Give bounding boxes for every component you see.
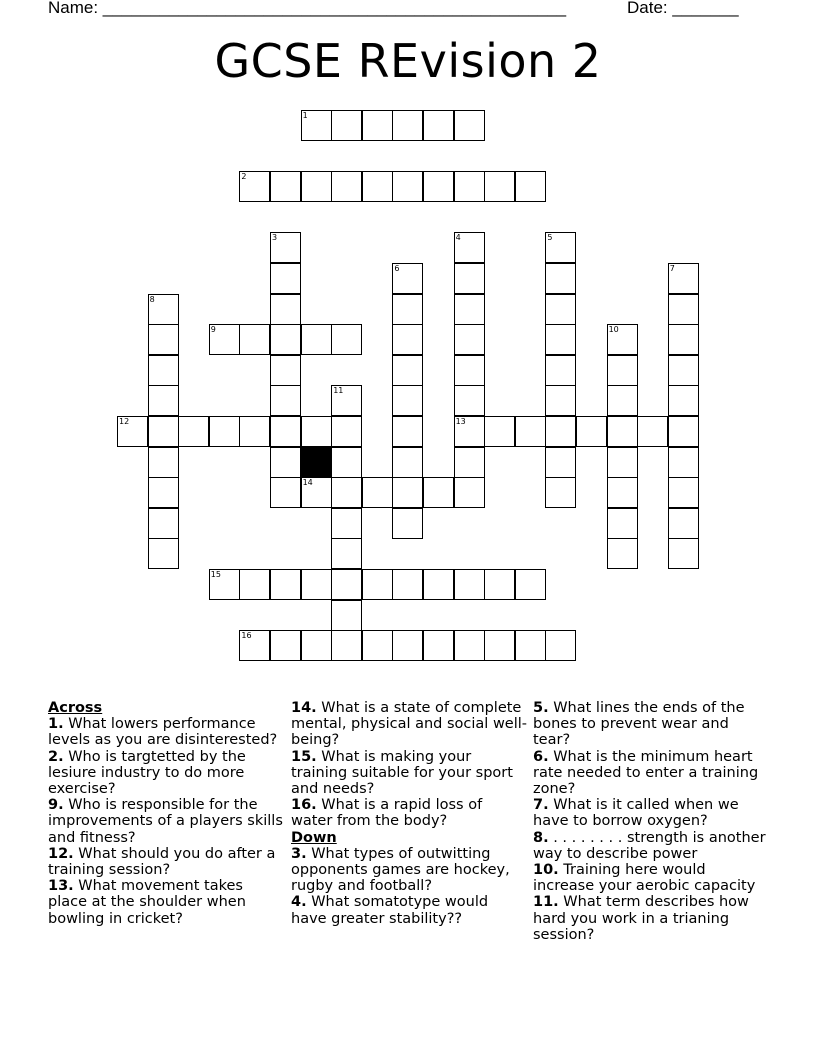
grid-cell[interactable] xyxy=(545,416,576,447)
grid-cell[interactable] xyxy=(545,263,576,294)
grid-cell[interactable] xyxy=(148,447,179,478)
clue-across-12: 12. What should you do after a training session? xyxy=(48,845,276,879)
grid-cell[interactable] xyxy=(392,508,423,539)
grid-cell[interactable] xyxy=(209,569,240,600)
grid-cell[interactable] xyxy=(270,232,301,263)
clue-down-11: 11. What term describes how hard you work in a trianing session? xyxy=(533,894,749,943)
page-title: GCSE REvision 2 xyxy=(214,34,602,88)
grid-cell[interactable] xyxy=(545,385,576,416)
grid-cell[interactable] xyxy=(668,294,699,325)
grid-cell[interactable] xyxy=(454,232,485,263)
grid-cell[interactable] xyxy=(331,569,362,600)
clue-across-1: 1. What lowers performance levels as you are disinterested? xyxy=(48,716,278,749)
clue-down-8: 8. . . . . . . . . strength is another way to describe power xyxy=(533,829,766,862)
clue-across-9: 9. Who is responsible for the improvements of a players skills and fitness? xyxy=(48,797,283,846)
clue-across-2: 2. Who is targtetted by the lesiure industry to do more exercise? xyxy=(48,748,246,798)
grid-cell[interactable] xyxy=(239,630,270,661)
grid-cell[interactable] xyxy=(148,538,179,569)
grid-cell[interactable] xyxy=(270,171,301,202)
grid-cell[interactable] xyxy=(668,385,699,416)
grid-cell[interactable] xyxy=(392,110,423,141)
grid-cell[interactable] xyxy=(607,508,638,539)
clues-column-1 xyxy=(48,700,284,927)
clue-across-15: 15. What is making your training suitable for your sport and needs? xyxy=(291,748,513,798)
grid-cell[interactable] xyxy=(454,477,485,508)
grid-cell[interactable] xyxy=(454,416,485,447)
grid-cell[interactable] xyxy=(331,385,362,416)
grid-cell[interactable] xyxy=(454,263,485,294)
grid-cell[interactable] xyxy=(515,569,546,600)
grid-cell[interactable] xyxy=(270,477,301,508)
grid-cell[interactable] xyxy=(484,416,515,447)
grid-cell[interactable] xyxy=(545,477,576,508)
grid-cell[interactable] xyxy=(392,294,423,325)
clue-down-3: 3. What types of outwitting opponents games are hockey, rugby and football? xyxy=(291,845,510,895)
grid-cell[interactable] xyxy=(148,385,179,416)
grid-cell[interactable] xyxy=(331,447,362,478)
grid-cell[interactable] xyxy=(545,232,576,263)
grid-cell[interactable] xyxy=(239,416,270,447)
grid-cell[interactable] xyxy=(392,416,423,447)
grid-cell[interactable] xyxy=(301,630,332,661)
grid-cell[interactable] xyxy=(362,477,393,508)
grid-cell[interactable] xyxy=(668,477,699,508)
grid-cell[interactable] xyxy=(454,447,485,478)
cell-number: 11 xyxy=(333,386,344,396)
cell-number: 2 xyxy=(241,172,247,182)
clue-down-7: 7. What is it called when we have to borrow oxygen? xyxy=(533,797,739,830)
grid-cell[interactable] xyxy=(209,416,240,447)
grid-cell[interactable] xyxy=(607,538,638,569)
grid-cell[interactable] xyxy=(331,171,362,202)
cell-number: 3 xyxy=(272,233,278,243)
grid-cell[interactable] xyxy=(668,538,699,569)
grid-cell[interactable] xyxy=(545,324,576,355)
grid-cell[interactable] xyxy=(239,171,270,202)
grid-cell[interactable] xyxy=(270,324,301,355)
grid-cell[interactable] xyxy=(515,171,546,202)
clue-down-6: 6. What is the minimum heart rate needed to enter a training zone? xyxy=(533,748,759,798)
grid-cell[interactable] xyxy=(178,416,209,447)
grid-cell[interactable] xyxy=(454,171,485,202)
clue-across-13: 13. What movement takes place at the shoulder when bowling in cricket? xyxy=(48,878,246,927)
grid-cell[interactable] xyxy=(454,385,485,416)
grid-cell[interactable] xyxy=(607,447,638,478)
grid-cell[interactable] xyxy=(454,355,485,386)
cell-number: 5 xyxy=(547,233,553,243)
grid-cell[interactable] xyxy=(301,416,332,447)
cell-number: 15 xyxy=(210,570,221,579)
grid-cell[interactable] xyxy=(270,294,301,325)
grid-cell[interactable] xyxy=(270,569,301,600)
grid-cell[interactable] xyxy=(270,447,301,478)
grid-cell[interactable] xyxy=(301,110,332,141)
grid-cell[interactable] xyxy=(331,630,362,661)
grid-cell[interactable] xyxy=(545,355,576,386)
grid-cell[interactable] xyxy=(545,447,576,478)
grid-cell[interactable] xyxy=(331,538,362,569)
grid-cell[interactable] xyxy=(331,324,362,355)
down-heading: Down xyxy=(291,829,337,846)
grid-cell[interactable] xyxy=(484,630,515,661)
grid-cell[interactable] xyxy=(270,263,301,294)
grid-cell[interactable] xyxy=(362,110,393,141)
grid-cell[interactable] xyxy=(301,477,332,508)
grid-cell[interactable] xyxy=(668,263,699,294)
cell-number: 16 xyxy=(241,631,252,641)
cell-number: 4 xyxy=(455,233,461,243)
grid-cell[interactable] xyxy=(148,477,179,508)
grid-cell[interactable] xyxy=(392,477,423,508)
cell-number: 1 xyxy=(302,111,308,120)
grid-cell[interactable] xyxy=(668,447,699,478)
cell-number: 10 xyxy=(608,325,619,335)
grid-cell[interactable] xyxy=(454,569,485,600)
grid-cell[interactable] xyxy=(668,324,699,355)
grid-cell[interactable] xyxy=(392,630,423,661)
grid-cell[interactable] xyxy=(484,569,515,600)
grid-cell[interactable] xyxy=(668,416,699,447)
cell-number: 8 xyxy=(149,294,155,304)
grid-cell[interactable] xyxy=(423,569,454,600)
grid-cell[interactable] xyxy=(484,171,515,202)
across-heading: Across xyxy=(48,700,103,716)
grid-cell[interactable] xyxy=(392,447,423,478)
grid-cell[interactable] xyxy=(270,385,301,416)
cell-number: 7 xyxy=(669,264,675,273)
grid-cell[interactable] xyxy=(423,110,454,141)
grid-cell[interactable] xyxy=(668,355,699,386)
grid-cell[interactable] xyxy=(454,324,485,355)
grid-cell[interactable] xyxy=(576,416,607,447)
grid-cell[interactable] xyxy=(301,324,332,355)
clues-column-3 xyxy=(533,700,769,943)
clue-down-10: 10. Training here would increase your aerobic capacity xyxy=(533,862,756,895)
clue-across-16: 16. What is a rapid loss of water from the body? xyxy=(291,797,483,830)
grid-cell[interactable] xyxy=(515,416,546,447)
clue-down-4: 4. What somatotype would have greater stability?? xyxy=(291,894,489,927)
grid-cell[interactable] xyxy=(331,600,362,631)
grid-cell[interactable] xyxy=(392,263,423,294)
blocked-cell xyxy=(301,447,332,478)
grid-cell[interactable] xyxy=(148,324,179,355)
grid-cell[interactable] xyxy=(392,171,423,202)
cell-number: 13 xyxy=(455,417,466,426)
date-field-label: Date: _______ xyxy=(627,0,739,17)
cell-number: 6 xyxy=(394,264,400,273)
grid-cell[interactable] xyxy=(209,324,240,355)
grid-cell[interactable] xyxy=(607,355,638,386)
grid-cell[interactable] xyxy=(454,110,485,141)
grid-cell[interactable] xyxy=(270,630,301,661)
grid-cell[interactable] xyxy=(392,569,423,600)
grid-cell[interactable] xyxy=(331,508,362,539)
grid-cell[interactable] xyxy=(270,416,301,447)
grid-cell[interactable] xyxy=(301,171,332,202)
grid-cell[interactable] xyxy=(515,630,546,661)
grid-cell[interactable] xyxy=(117,416,148,447)
grid-cell[interactable] xyxy=(637,416,668,447)
grid-cell[interactable] xyxy=(454,630,485,661)
grid-cell[interactable] xyxy=(392,324,423,355)
grid-cell[interactable] xyxy=(331,110,362,141)
clue-down-5: 5. What lines the ends of the bones to prevent wear and tear? xyxy=(533,700,745,749)
grid-cell[interactable] xyxy=(239,324,270,355)
grid-cell[interactable] xyxy=(607,324,638,355)
grid-cell[interactable] xyxy=(331,477,362,508)
grid-cell[interactable] xyxy=(270,355,301,386)
grid-cell[interactable] xyxy=(148,294,179,325)
grid-cell[interactable] xyxy=(545,630,576,661)
grid-cell[interactable] xyxy=(423,477,454,508)
grid-cell[interactable] xyxy=(423,630,454,661)
grid-cell[interactable] xyxy=(362,569,393,600)
cell-number: 12 xyxy=(119,417,130,426)
grid-cell[interactable] xyxy=(362,171,393,202)
grid-cell[interactable] xyxy=(239,569,270,600)
cell-number: 9 xyxy=(210,325,216,335)
cell-number: 14 xyxy=(302,478,313,488)
grid-cell[interactable] xyxy=(607,477,638,508)
grid-cell[interactable] xyxy=(392,355,423,386)
grid-cell[interactable] xyxy=(331,416,362,447)
grid-cell[interactable] xyxy=(148,416,179,447)
grid-cell[interactable] xyxy=(362,630,393,661)
grid-cell[interactable] xyxy=(668,508,699,539)
grid-cell[interactable] xyxy=(607,416,638,447)
grid-cell[interactable] xyxy=(301,569,332,600)
clues-column-2 xyxy=(291,700,527,927)
grid-cell[interactable] xyxy=(545,294,576,325)
grid-cell[interactable] xyxy=(148,508,179,539)
grid-cell[interactable] xyxy=(423,171,454,202)
clue-across-14: 14. What is a state of complete mental, physical and social well-being? xyxy=(291,700,528,749)
grid-cell[interactable] xyxy=(454,294,485,325)
name-field-label: Name: _________________________________________________ xyxy=(48,0,567,17)
grid-cell[interactable] xyxy=(148,355,179,386)
grid-cell[interactable] xyxy=(392,385,423,416)
grid-cell[interactable] xyxy=(607,385,638,416)
